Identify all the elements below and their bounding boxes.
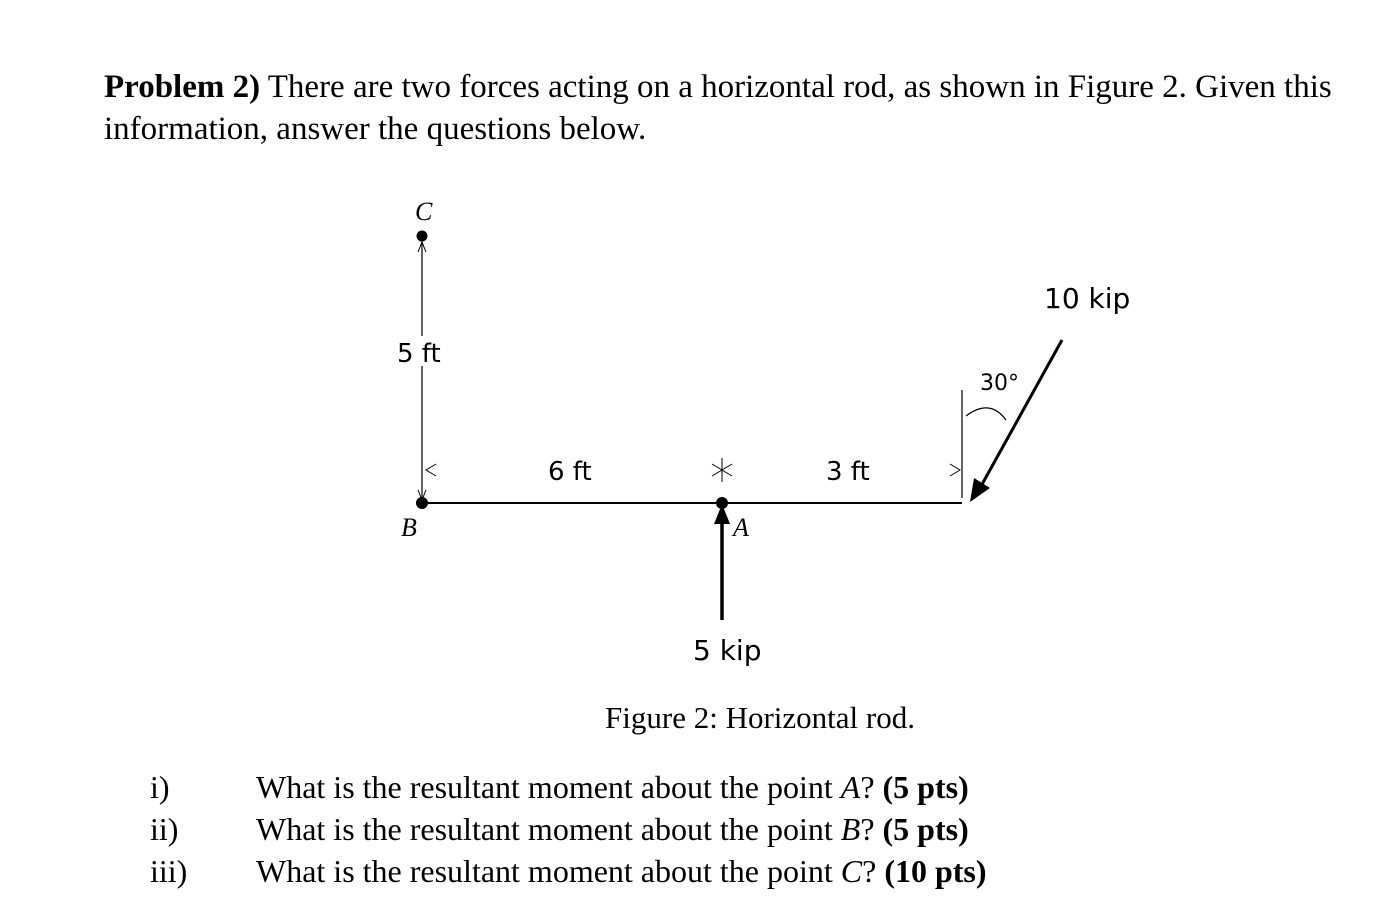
questions-list: [150, 766, 987, 892]
question-text: What is the resultant moment about the point C? (10 pts): [256, 853, 987, 889]
question-number: iii): [150, 853, 188, 889]
question-number: ii): [150, 811, 179, 847]
force-10kip-arrowhead: [970, 478, 990, 502]
force-bottom-label: 5 kip: [693, 634, 762, 667]
figure-caption: Figure 2: Horizontal rod.: [605, 700, 915, 735]
point-b-label: B: [401, 513, 417, 542]
point-c-dot: [417, 231, 428, 242]
dim-arrow-a-right: [722, 464, 732, 476]
dim-arrow-a-left: [712, 464, 722, 476]
dim-arrow-b: [426, 464, 436, 476]
angle-label: 30°: [980, 371, 1019, 396]
problem-label: Problem 2): [104, 69, 261, 105]
point-b-dot: [416, 497, 428, 509]
question-text: What is the resultant moment about the point A? (5 pts): [256, 769, 969, 805]
dim-right-label: 3 ft: [826, 457, 870, 487]
dim-left-label: 6 ft: [548, 457, 592, 487]
force-10kip-line: [980, 340, 1062, 488]
angle-arc: [966, 408, 1006, 420]
dim-arrow-end: [950, 464, 960, 476]
point-c-label: C: [415, 197, 433, 226]
point-a-label: A: [733, 513, 749, 542]
question-number: i): [150, 769, 170, 805]
question-item: [150, 766, 987, 808]
question-text: What is the resultant moment about the point B? (5 pts): [256, 811, 969, 847]
question-item: [150, 808, 987, 850]
dim-vertical-label: 5 ft: [397, 339, 441, 369]
problem-body: There are two forces acting on a horizontal rod, as shown in Figure 2. Given this information, answer the questions below.: [104, 69, 1332, 147]
force-top-label: 10 kip: [1044, 282, 1131, 315]
question-item: [150, 850, 987, 892]
force-5kip-arrowhead: [714, 504, 730, 524]
